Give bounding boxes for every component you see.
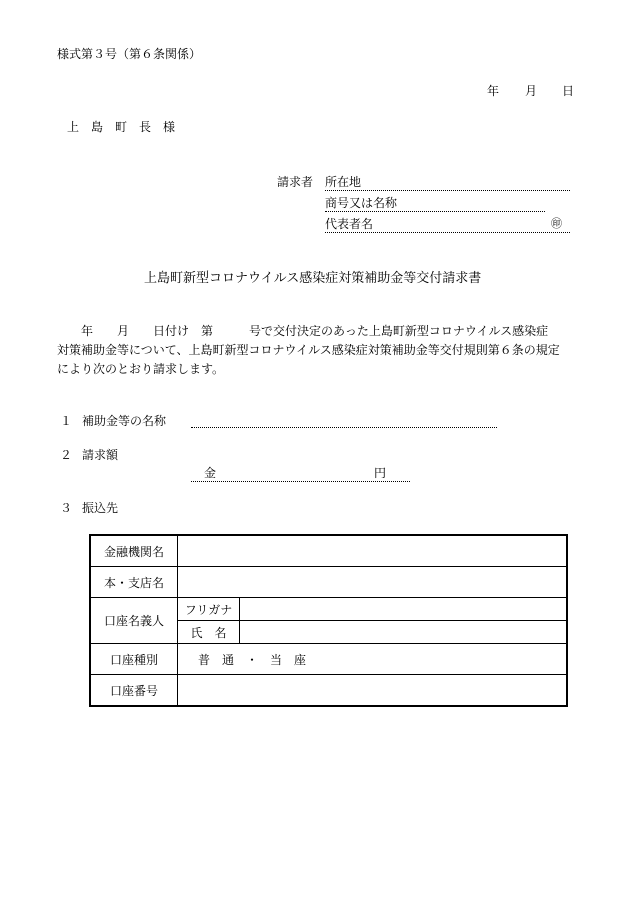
account-number-label: 口座番号 [90,675,178,707]
date-day: 日 [562,84,575,98]
item-3-number: ３ [60,501,73,515]
bank-transfer-table [89,534,568,707]
holder-name-input[interactable] [240,621,568,644]
amount-suffix: 円 [374,466,387,480]
body-line-2: 対策補助金等について、上島町新型コロナウイルス感染症対策補助金等交付規則第６条の規定 [57,343,560,357]
applicant-label: 請求者 [277,175,314,189]
table-row [90,535,567,567]
bank-name-label: 金融機関名 [90,535,178,567]
body-line-3: により次のとおり請求します。 [57,362,225,376]
account-type-label: 口座種別 [90,644,178,675]
representative-label: 代表者名 [325,217,374,231]
business-name-label: 商号又は名称 [325,196,398,210]
amount-prefix: 金 [204,466,217,480]
holder-name-label: 氏 名 [178,621,240,644]
item-1-number: １ [60,414,73,428]
seal-mark: ㊞ [551,217,562,230]
item-3-label: 振込先 [82,501,119,515]
date-year: 年 [487,84,500,98]
amount-field[interactable] [191,465,410,482]
representative-field[interactable] [325,216,570,233]
body-line-1: 年 月 日付け 第 号で交付決定のあった上島町新型コロナウイルス感染症 [57,324,549,338]
furigana-label: フリガナ [178,598,240,621]
table-row [90,675,567,707]
account-number-input[interactable] [178,675,568,707]
branch-input[interactable] [178,567,568,598]
bank-name-input[interactable] [178,535,568,567]
branch-label: 本・支店名 [90,567,178,598]
table-row [90,567,567,598]
addressee: 上 島 町 長 様 [67,120,176,134]
address-label: 所在地 [325,175,362,189]
form-number: 様式第３号（第６条関係） [57,47,202,61]
account-type-options[interactable]: 普 通 ・ 当 座 [178,644,568,675]
address-field[interactable] [325,174,570,191]
item-2-label: 請求額 [82,448,119,462]
business-name-field[interactable] [325,195,545,212]
item-1-label: 補助金等の名称 [82,414,167,428]
document-title: 上島町新型コロナウイルス感染症対策補助金等交付請求書 [144,271,482,286]
furigana-input[interactable] [240,598,568,621]
account-holder-label: 口座名義人 [90,598,178,644]
table-row [90,598,567,621]
date-month: 月 [525,84,538,98]
subsidy-name-field[interactable] [191,413,497,428]
item-2-number: ２ [60,448,73,462]
table-row [90,644,567,675]
